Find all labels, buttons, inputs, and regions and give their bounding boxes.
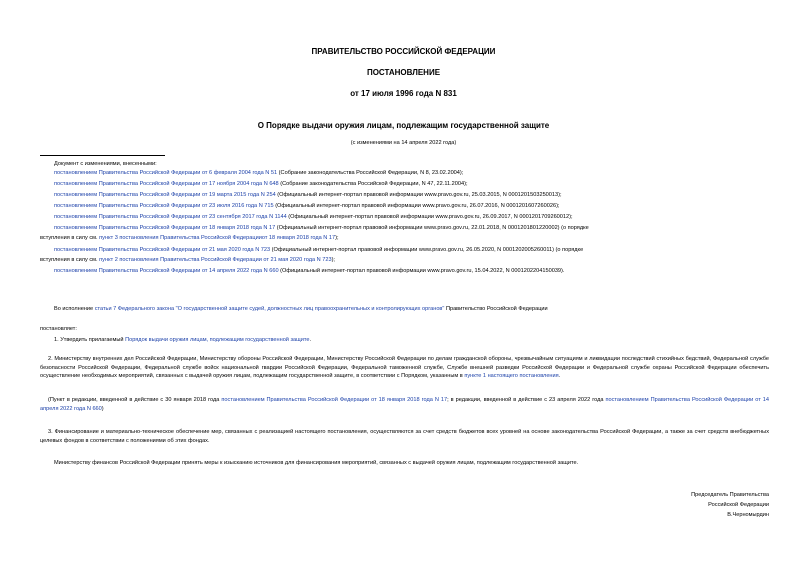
paragraph-1-link[interactable]: пункте 1 настоящего постановления [464,373,559,380]
amendment-link[interactable]: постановлением Правительства Российской Федерации от 21 мая 2020 года N 723 [54,247,271,253]
amendment-link[interactable]: постановлением Правительства Российской Федерации от 23 июля 2016 года N 715 [54,203,274,209]
amendment-link[interactable]: постановлением Правительства Российской Федерации от 6 февраля 2004 года N 51 [54,170,278,176]
paragraph-1: 1. Утвердить прилагаемый Порядок выдачи оружия лицам, подлежащим государственной защите. [54,337,312,343]
amendment-link[interactable]: постановлением Правительства Российской Федерации от 14 апреля 2022 года N 660 [40,397,769,412]
revision-note: (с изменениями на 14 апреля 2022 года) [350,140,457,146]
signature-position: Председатель Правительства [691,492,769,498]
amendment-item: постановлением Правительства Российской Федерации от 23 сентября 2017 года N 1144 (Официальный интернет-портал правовой информации www.pravo.gov.ru, 26.09.2017, N 0001201709260012); [54,214,573,220]
amendment-item: постановлением Правительства Российской Федерации от 6 февраля 2004 года N 51 (Собрание законодательства Российской Федерации, N 8, 23.02.2004); [54,170,464,176]
amendment-item: постановлением Правительства Российской Федерации от 18 января 2018 года N 17 (Официальный интернет-портал правовой информации www.pravo.gov.ru, 22.01.2018, N 0001201801220002) (о порядке [54,225,589,231]
law-link[interactable]: статьи 7 Федерального закона "О государственной защите судей, должностных лиц правоохранительных и контролирующих органов" [94,306,445,312]
document-type: ПОСТАНОВЛЕНИЕ [366,68,441,77]
amendment-item: постановлением Правительства Российской Федерации от 14 апреля 2022 года N 660 (Официальный интернет-портал правовой информации www.pravo.gov.ru, 15.04.2022, N 0001202204150039). [54,268,565,274]
separator-line [40,155,165,156]
amendment-item: постановлением Правительства Российской Федерации от 21 мая 2020 года N 723 (Официальный интернет-портал правовой информации www.pravo.gov.ru, 26.05.2020, N 0001202005260011) (о порядке [54,247,584,253]
paragraph-3: 3. Финансирование и материально-техническое обеспечение мер, связанных с реализацией настоящего постановления, осуществляются за счет средств бюджетов всех уровней на основе законодательства Российской Федерации, а также за счет средств внебюджетных целевых фондов в соответствии с положениями об этих фондах. [40,429,769,444]
resolves-label: постановляет: [40,326,77,332]
amendment-item: постановлением Правительства Российской Федерации от 23 июля 2016 года N 715 (Официальный интернет-портал правовой информации www.pravo.gov.ru, 26.07.2016, N 0001201607260026); [54,203,560,209]
amendment-link[interactable]: постановлением Правительства Российской Федерации от 18 января 2018 года N 17 [221,397,448,403]
amendment-item-continuation: вступления в силу см. пункт 2 постановления Правительства Российской Федерации от 21 мая 2020 года N 723); [40,257,335,263]
amendment-link[interactable]: постановлением Правительства Российской Федерации от 19 марта 2015 года N 254 [54,192,276,198]
amendment-link[interactable]: постановлением Правительства Российской Федерации от 14 апреля 2022 года N 660 [54,268,279,274]
paragraph-4: Министерству финансов Российской Федерации принять меры к изысканию источников для финансирования мероприятий, связанных с выдачей оружия лицам, подлежащим государственной защите. [54,460,579,466]
amendment-link[interactable]: постановлением Правительства Российской Федерации от 18 января 2018 года N 17 [54,225,276,231]
paragraph-2: 2. Министерству внутренних дел Российской Федерации, Министерству обороны Российской Федерации, Министерству Российской Федерации по делам гражданской обороны, чрезвычайным ситуациям и ликвидации последствий стихийных бедствий, Федеральной службе безопасности Российской Федерации, Федеральной службе войск национальной гвардии Российской Федерации, Федеральной таможенной службе, Службе внешней разведки Российской Федерации и Федеральной службе охраны Российской Федерации обеспечить осуществление необходимых мероприятий, связанных с выдачей оружия лицам, подлежащим государственной защите, в соответствии с Порядком, указанным в пункте 1 настоящего постановления. [40,356,769,380]
signature-block [691,490,769,520]
amendment-link[interactable]: пункт 2 постановления Правительства Российской Федерации от 21 мая 2020 года N 723 [99,257,332,263]
amendment-item: постановлением Правительства Российской Федерации от 17 ноября 2004 года N 648 (Собрание законодательства Российской Федерации, N 47, 22.11.2004); [54,181,468,187]
amendment-link[interactable]: пункт 3 постановления Правительства Российской Федерацииот 18 января 2018 года N 17 [99,235,336,241]
government-heading: ПРАВИТЕЛЬСТВО РОССИЙСКОЙ ФЕДЕРАЦИИ [311,47,496,56]
signature-organization: Российской Федерации [708,502,769,508]
document-date-number: от 17 июля 1996 года N 831 [350,89,457,98]
amendment-item: постановлением Правительства Российской Федерации от 19 марта 2015 года N 254 (Официальный интернет-портал правовой информации www.pravo.gov.ru, 25.03.2015, N 0001201503250013); [54,192,562,198]
amendment-link[interactable]: постановлением Правительства Российской Федерации от 17 ноября 2004 года N 648 [54,181,279,187]
document-title: О Порядке выдачи оружия лицам, подлежащим государственной защите [257,121,550,130]
amendment-item-continuation: вступления в силу см. пункт 3 постановления Правительства Российской Федерацииот 18 января 2018 года N 17); [40,235,339,241]
signature-name: В.Черномырдин [727,512,769,518]
amendment-link[interactable]: постановлением Правительства Российской Федерации от 23 сентября 2017 года N 1144 [54,214,287,220]
edition-note: (Пункт в редакции, введенной в действие с 30 января 2018 года постановлением Правительства Российской Федерации от 18 января 2018 года N 17; в редакции, введенной в действие с 23 апреля 2022 года постановлением Правительства Российской Федерации от 14 апреля 2022 года N 660) [40,397,769,412]
procedure-link[interactable]: Порядок выдачи оружия лицам, подлежащим государственной защите [125,337,310,343]
amendments-intro: Документ с изменениями, внесенными: [54,161,157,167]
preamble: Во исполнение статьи 7 Федерального закона "О государственной защите судей, должностных лиц правоохранительных и контролирующих органов" Правительство Российской Федерации [54,306,548,312]
